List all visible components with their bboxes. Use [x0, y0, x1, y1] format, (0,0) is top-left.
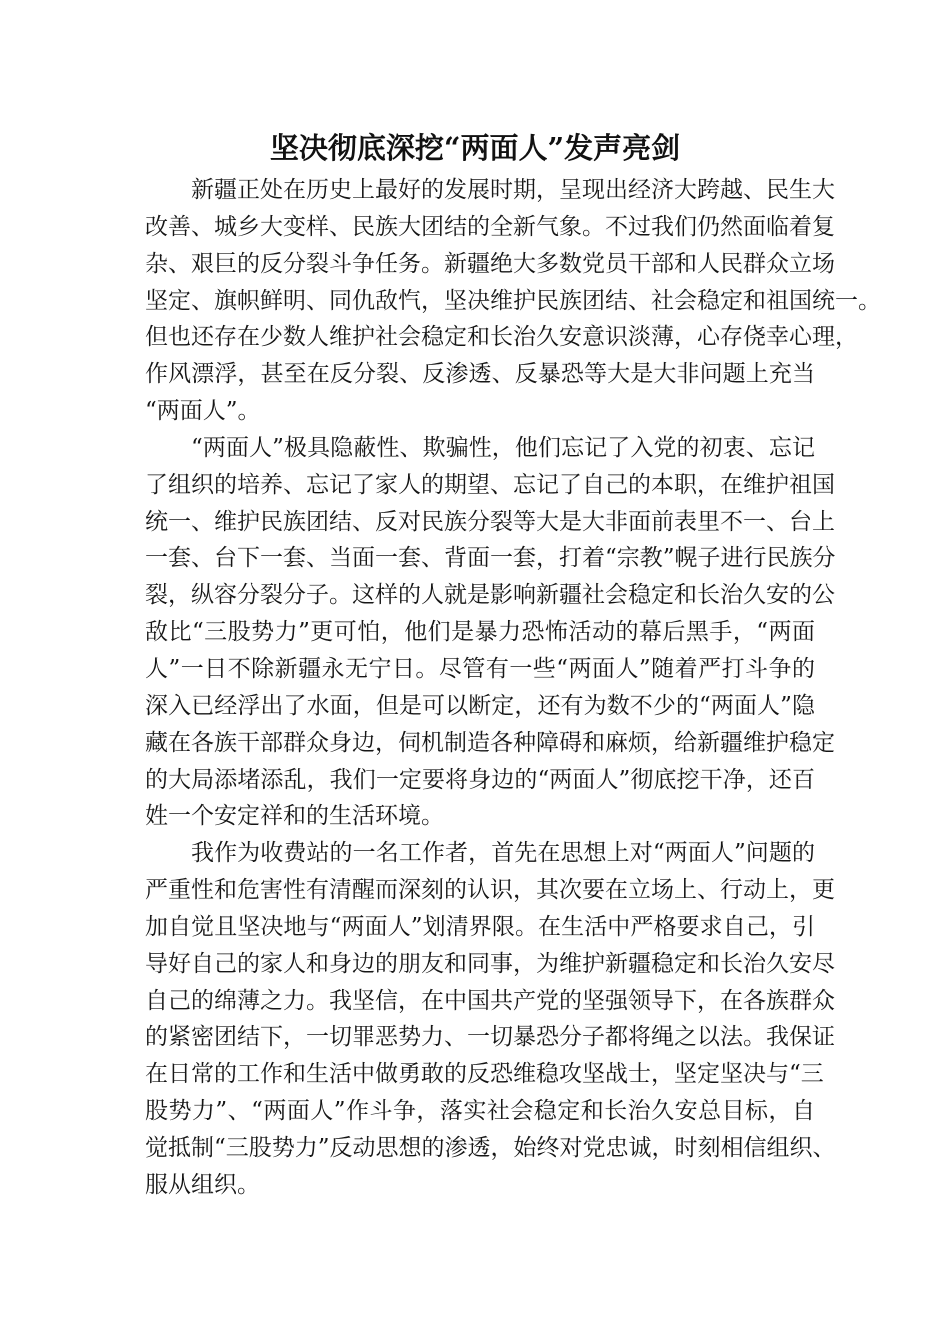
text-line: 的紧密团结下，一切罪恶势力、一切暴恐分子都将绳之以法。我保证 — [145, 1024, 835, 1051]
text-line: 了组织的培养、忘记了家人的期望、忘记了自己的本职，在维护祖国 — [145, 471, 835, 498]
text-line: 加自觉且坚决地与“两面人”划清界限。在生活中严格要求自己，引 — [145, 913, 815, 940]
text-line: 深入已经浮出了水面，但是可以断定，还有为数不少的“两面人”隐 — [145, 692, 815, 719]
text-line: 觉抵制“三股势力”反动思想的渗透，始终对党忠诚，时刻相信组织、 — [145, 1134, 836, 1161]
text-line: 姓一个安定祥和的生活环境。 — [145, 803, 444, 830]
text-line: 我作为收费站的一名工作者，首先在思想上对“两面人”问题的 — [191, 840, 815, 867]
text-line: 但也还存在少数人维护社会稳定和长治久安意识淡薄，心存侥幸心理， — [145, 324, 858, 351]
text-line: 作风漂浮，甚至在反分裂、反渗透、反暴恐等大是大非问题上充当 — [145, 361, 815, 388]
text-line: 人”一日不除新疆永无宁日。尽管有一些“两面人”随着严打斗争的 — [145, 655, 815, 682]
text-line: 敌比“三股势力”更可怕，他们是暴力恐怖活动的幕后黑手，“两面 — [145, 619, 815, 646]
text-line: 的大局添堵添乱，我们一定要将身边的“两面人”彻底挖干净，还百 — [145, 766, 815, 793]
text-line: 改善、城乡大变样、民族大团结的全新气象。不过我们仍然面临着复 — [145, 213, 835, 240]
text-line: 自己的绵薄之力。我坚信，在中国共产党的坚强领导下，在各族群众 — [145, 987, 835, 1014]
paragraph-3 — [145, 835, 836, 1203]
text-line: 服从组织。 — [145, 1171, 260, 1198]
paragraph-2 — [145, 430, 836, 835]
paragraph-1 — [145, 172, 881, 430]
text-line: 杂、艰巨的反分裂斗争任务。新疆绝大多数党员干部和人民群众立场 — [145, 250, 835, 277]
text-line: 新疆正处在历史上最好的发展时期，呈现出经济大跨越、民生大 — [191, 177, 835, 203]
text-line: 股势力”、“两面人”作斗争，落实社会稳定和长治久安总目标，自 — [145, 1098, 815, 1125]
text-line: 统一、维护民族团结、反对民族分裂等大是大非面前表里不一、台上 — [145, 508, 835, 535]
text-line: 在日常的工作和生活中做勇敢的反恐维稳攻坚战士，坚定坚决与“三 — [145, 1061, 824, 1088]
document-title: 坚决彻底深挖“两面人”发声亮剑 — [269, 131, 681, 165]
text-line: 一套、台下一套、当面一套、背面一套，打着“宗教”幌子进行民族分 — [145, 545, 836, 572]
text-line: 导好自己的家人和身边的朋友和同事，为维护新疆稳定和长治久安尽 — [145, 950, 835, 977]
text-line: 坚定、旗帜鲜明、同仇敌忾，坚决维护民族团结、社会稳定和祖国统一。 — [145, 287, 881, 314]
text-line: 严重性和危害性有清醒而深刻的认识，其次要在立场上、行动上，更 — [145, 877, 835, 904]
text-line: “两面人”。 — [145, 398, 261, 425]
text-line: 裂，纵容分裂分子。这样的人就是影响新疆社会稳定和长治久安的公 — [145, 582, 835, 609]
text-line: “两面人”极具隐蔽性、欺骗性，他们忘记了入党的初衷、忘记 — [191, 434, 815, 461]
document-body — [145, 172, 881, 1204]
text-line: 藏在各族干部群众身边，伺机制造各种障碍和麻烦，给新疆维护稳定 — [145, 729, 835, 756]
